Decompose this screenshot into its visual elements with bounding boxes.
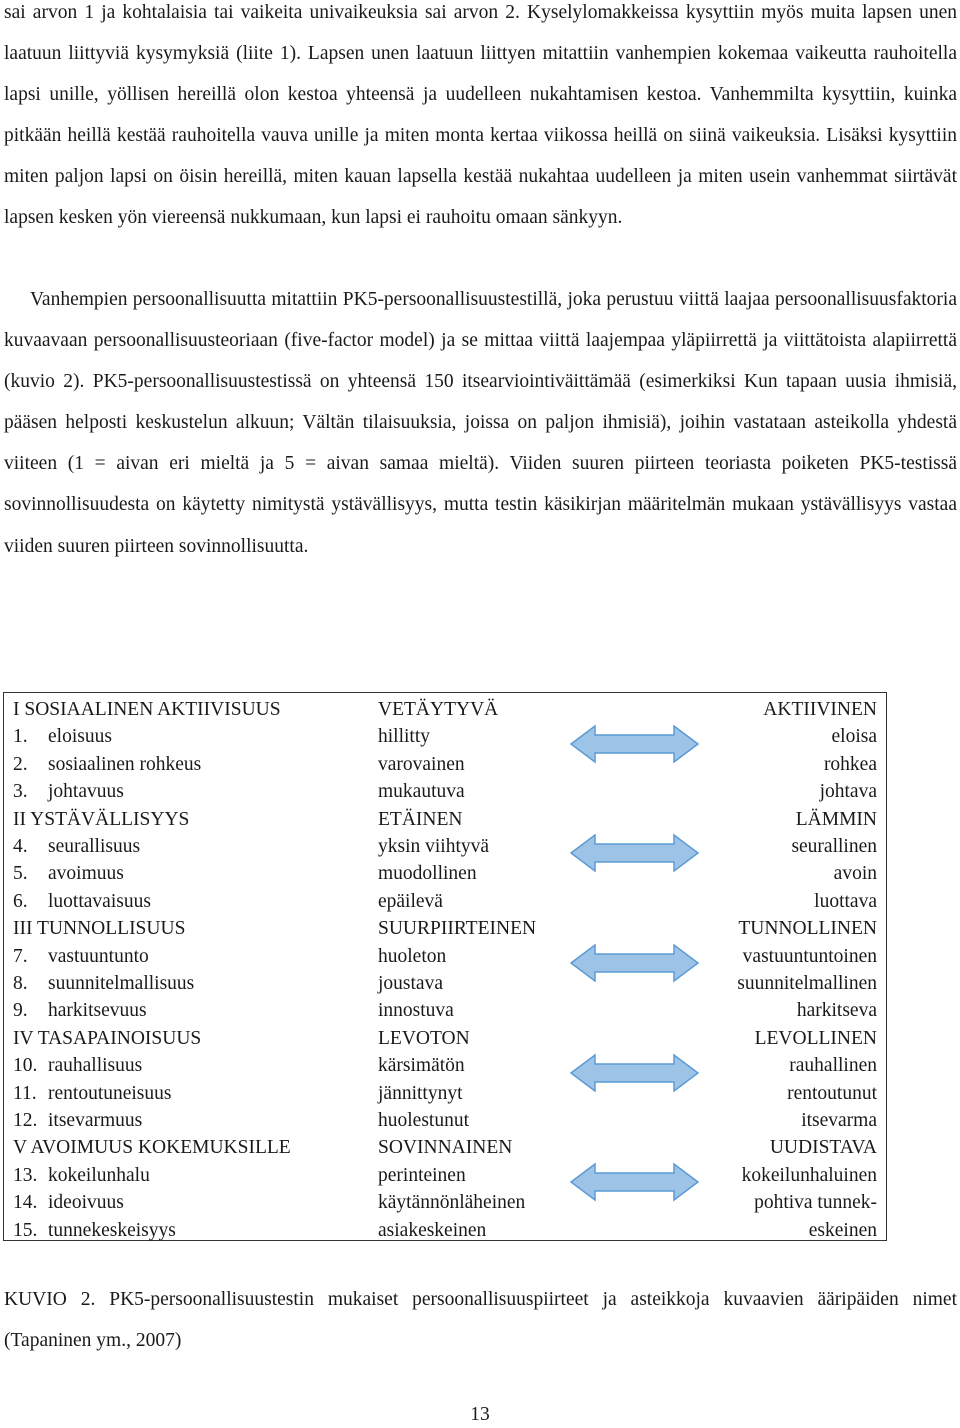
trait-number: 6. [13,890,28,912]
body-paragraph-2: Vanhempien persoonallisuutta mitattiin PK5-persoonallisuustestillä, joka perustuu viittä laajaa persoonallisuusfaktoria kuvaavaan persoonallisuusteoriaan (five-factor model) ja se mittaa viittä laajempaa yläpiirrettä ja viittätoista alapiirrettä (kuvio 2). PK5-persoonallisuustestissä on yhteensä 150 itsearviointiväittämää (esimerkiksi Kun tapaan uusia ihmisiä, pääsen helposti keskustelun alkuun; Vältän tilaisuuksia, joissa on paljon ihmisiä), joihin vastataan asteikolla yhdestä viiteen (1 = aivan eri mieltä ja 5 = aivan samaa mieltä). Viiden suuren piirteen teoriasta poiketen PK5-testissä sovinnollisuudesta on käytetty nimitystä ystävällisyys, mutta testin käsikirjan määritelmän mukaan ystävällisyys vastaa viiden suuren piirteen sovinnollisuutta. [4,289,957,557]
low-pole: muodollinen [378,863,477,885]
low-pole: yksin viihtyvä [378,836,490,857]
trait-row [4,1080,886,1107]
figure-caption: KUVIO 2. PK5-persoonallisuustestin mukaiset persoonallisuuspiirteet ja asteikkoja kuvaavien ääripäiden nimet (Tapaninen ym., 2007) [4,1289,957,1351]
group-trait: II YSTÄVÄLLISYYS [13,808,190,830]
low-pole: varovainen [378,753,465,775]
trait-number: 12. [13,1110,38,1131]
trait-number: 10. [13,1055,38,1077]
trait-row [4,1107,886,1134]
sub-trait [13,833,140,860]
low-pole: mukautuva [378,781,465,803]
sub-trait [13,1217,176,1244]
trait-number: 13. [13,1164,38,1186]
low-pole: hillitty [378,726,431,748]
group-low-pole: LEVOTON [378,1027,470,1049]
trait-name: sosiaalinen rohkeus [48,753,202,775]
double-headed-arrow-icon [569,1053,700,1093]
group-high-pole: TUNNOLLINEN [738,918,877,940]
trait-row [4,888,886,915]
group-high-pole: UUDISTAVA [769,1137,877,1159]
trait-row [4,1217,886,1244]
trait-row [4,723,886,750]
trait-row [4,751,886,778]
sub-trait [13,751,201,778]
trait-name: eloisuus [48,726,112,748]
group-header-row [4,1134,886,1161]
trait-number: 7. [13,945,28,967]
group-trait: IV TASAPAINOISUUS [13,1027,202,1049]
trait-name: harkitsevuus [48,1000,147,1022]
group-low-pole: SOVINNAINEN [378,1137,513,1159]
trait-row [4,1052,886,1079]
sub-trait [13,1052,142,1079]
sub-trait [13,997,147,1024]
high-pole: kokeilunhaluinen [741,1164,877,1186]
trait-name: avoimuus [48,863,124,885]
group-header-row [4,915,886,942]
high-pole: seurallinen [791,836,877,857]
trait-name: ideoivuus [48,1192,124,1214]
low-pole: perinteinen [378,1164,466,1186]
low-pole: jännittynyt [378,1082,463,1104]
group-trait: V AVOIMUUS KOKEMUKSILLE [13,1137,291,1159]
double-headed-arrow-icon [569,1162,700,1202]
high-pole: eskeinen [808,1219,877,1241]
sub-trait [13,1189,124,1216]
trait-name: itsevarmuus [48,1110,143,1131]
low-pole: joustava [378,973,443,994]
trait-number: 8. [13,973,28,994]
trait-number: 15. [13,1219,38,1241]
trait-name: luottavaisuus [48,890,151,912]
sub-trait [13,1162,150,1189]
group-high-pole: LEVOLLINEN [754,1027,877,1049]
trait-name: kokeilunhalu [48,1164,150,1186]
sub-trait [13,860,124,887]
trait-name: johtavuus [48,781,124,803]
group-header-row [4,806,886,833]
group-trait: I SOSIAALINEN AKTIIVISUUS [13,699,281,720]
trait-row [4,1162,886,1189]
low-pole: innostuva [378,1000,454,1022]
double-headed-arrow-icon [569,943,700,983]
trait-number: 14. [13,1192,38,1214]
high-pole: luottava [814,890,877,912]
trait-number: 1. [13,726,28,748]
trait-name: suunnitelmallisuus [48,973,195,994]
high-pole: itsevarma [801,1110,877,1131]
trait-row [4,943,886,970]
trait-name: tunnekeskeisyys [48,1219,176,1241]
sub-trait [13,943,149,970]
high-pole: eloisa [831,726,877,748]
trait-number: 3. [13,781,28,803]
trait-number: 11. [13,1082,37,1104]
high-pole: rentoutunut [787,1082,877,1104]
trait-number: 5. [13,863,28,885]
group-low-pole: ETÄINEN [378,808,463,830]
trait-row [4,860,886,887]
high-pole: suunnitelmallinen [737,973,877,994]
group-header-row [4,696,886,723]
high-pole: johtava [819,781,877,803]
high-pole: rauhallinen [789,1055,877,1077]
high-pole: avoin [833,863,877,885]
trait-row [4,1189,886,1216]
double-headed-arrow-icon [569,724,700,764]
trait-number: 4. [13,836,28,857]
trait-row [4,833,886,860]
low-pole: huoleton [378,945,447,967]
high-pole: vastuuntuntoinen [742,945,877,967]
sub-trait [13,1080,171,1107]
group-low-pole: SUURPIIRTEINEN [378,918,537,940]
sub-trait [13,778,124,805]
page-number: 13 [470,1404,490,1425]
trait-name: rentoutuneisuus [48,1082,172,1104]
group-trait: III TUNNOLLISUUS [13,918,186,940]
low-pole: asiakeskeinen [378,1219,487,1241]
sub-trait [13,888,151,915]
personality-traits-figure [3,692,887,1241]
trait-row [4,997,886,1024]
double-headed-arrow-icon [569,833,700,873]
low-pole: epäilevä [378,890,443,912]
trait-name: rauhallisuus [48,1055,143,1077]
trait-row [4,970,886,997]
trait-row [4,778,886,805]
sub-trait [13,1107,142,1134]
group-high-pole: AKTIIVINEN [763,699,877,720]
low-pole: käytännönläheinen [378,1192,526,1214]
low-pole: kärsimätön [378,1055,465,1077]
trait-number: 2. [13,753,28,775]
high-pole: harkitseva [796,1000,877,1022]
trait-name: vastuuntunto [48,945,149,967]
body-paragraph-1: sai arvon 1 ja kohtalaisia tai vaikeita univaikeuksia sai arvon 2. Kyselylomakkeissa kysyttiin myös muita lapsen unen laatuun liittyviä kysymyksiä (liite 1). Lapsen unen laatuun liittyen mitattiin vanhempien kokemaa vaikeutta rauhoitella lapsi unille, yöllisen hereillä olon kestoa yhteensä ja uudelleen nukahtamisen kestoa. Vanhemmilta kysyttiin, kuinka pitkään heillä kestää rauhoitella vauva unille ja miten monta kertaa viikossa heillä on siinä vaikeuksia. Lisäksi kysyttiin miten paljon lapsi on öisin hereillä, miten kauan lapsella kestää nukahtaa uudelleen ja miten usein vanhemmat siirtävät lapsen kesken yön viereensä nukkumaan, kun lapsi ei rauhoitu omaan sänkyyn. [4,2,957,229]
trait-name: seurallisuus [48,836,141,857]
high-pole: rohkea [823,753,877,775]
group-header-row [4,1025,886,1052]
sub-trait [13,723,112,750]
trait-number: 9. [13,1000,28,1022]
group-low-pole: VETÄYTYVÄ [378,699,499,720]
sub-trait [13,970,194,997]
high-pole: pohtiva tunnek- [754,1192,877,1214]
low-pole: huolestunut [378,1110,469,1131]
group-high-pole: LÄMMIN [795,808,877,830]
